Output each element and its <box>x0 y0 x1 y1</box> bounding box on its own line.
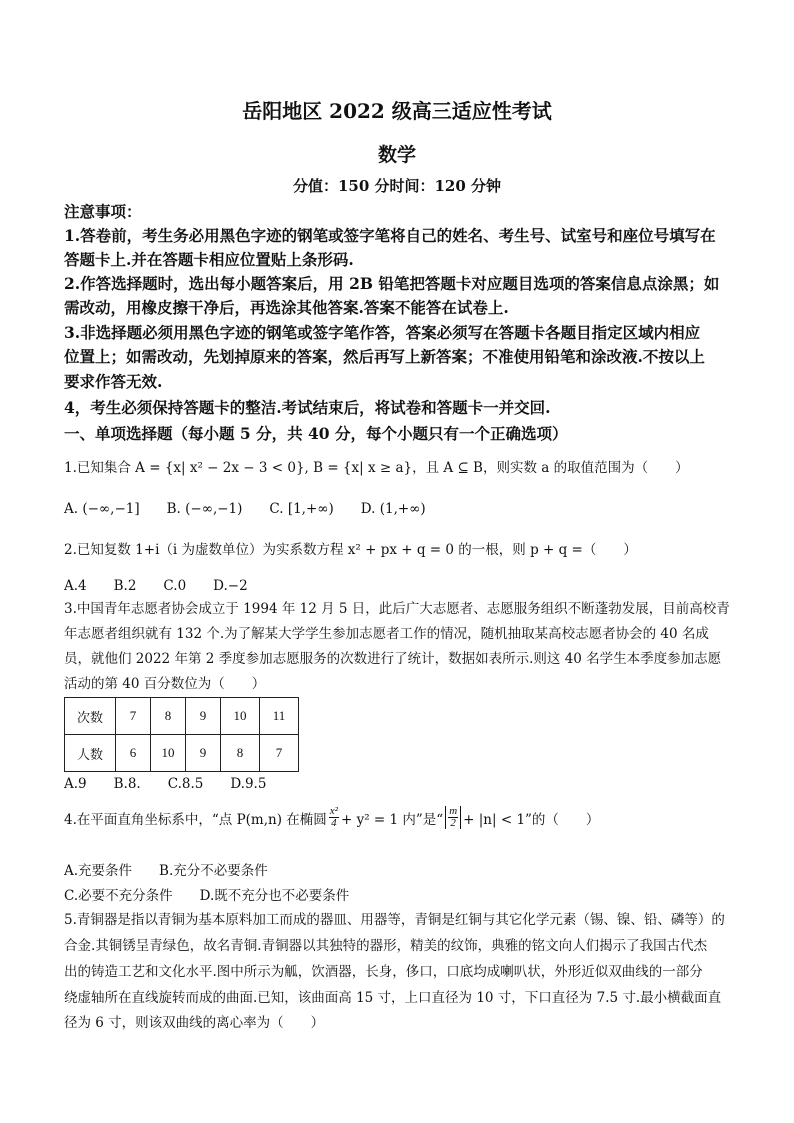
table-cell: 8 <box>151 698 186 735</box>
table-row <box>65 735 299 772</box>
question-4-prefix: 4.在平面直角坐标系中，“点 P(m,n) 在椭圆 <box>64 811 327 828</box>
table-cell: 10 <box>151 735 186 772</box>
table-cell: 11 <box>260 698 299 735</box>
question-2-stem: 2.已知复数 1+i（i 为虚数单位）为实系数方程 x² + px + q = 0 的一根，则 p + q =（ ） <box>64 542 637 558</box>
table-row-label: 人数 <box>65 735 116 772</box>
note-line: 需改动，用橡皮擦干净后，再选涂其他答案.答案不能答在试卷上. <box>64 298 509 317</box>
note-line: 2.作答选择题时，选出每小题答案后，用 2B 铅笔把答题卡对应题目选项的答案信息点涂黑；如 <box>64 274 720 293</box>
note-line: 3.非选择题必须用黑色字迹的钢笔或签字笔作答，答案必须写在答题卡各题目指定区域内相应 <box>64 323 701 342</box>
table-cell: 7 <box>260 735 299 772</box>
table-cell: 9 <box>186 698 221 735</box>
fraction-denominator: 4 <box>331 817 337 829</box>
table-cell: 8 <box>221 735 260 772</box>
ellipse-fraction <box>329 806 339 829</box>
table-cell: 10 <box>221 698 260 735</box>
question-3-line: 3.中国青年志愿者协会成立于 1994 年 12 月 5 日，此后广大志愿者、志愿服务组织不断蓬勃发展，目前高校青 <box>64 601 730 617</box>
note-line: 答题卡上.并在答题卡相应位置贴上条形码. <box>64 250 354 269</box>
frequency-table <box>64 697 299 772</box>
question-1-stem: 1.已知集合 A = {x| x² − 2x − 3 < 0}, B = {x| x ≥ a}，且 A ⊆ B，则实数 a 的取值范围为（ ） <box>64 460 689 476</box>
table-cell: 7 <box>116 698 151 735</box>
table-cell: 9 <box>186 735 221 772</box>
question-5-line: 绕虚轴所在直线旋转而成的曲面.已知，该曲面高 15 寸，上口直径为 10 寸，下口直径为 7.5 寸.最小横截面直 <box>64 990 722 1006</box>
question-5-line: 5.青铜器是指以青铜为基本原料加工而成的器皿、用器等，青铜是红铜与其它化学元素（锡、镍、铅、磷等）的 <box>64 912 725 928</box>
fraction-denominator: 2 <box>450 817 456 829</box>
question-4-options-line: C.必要不充分条件 D.既不充分也不必要条件 <box>64 888 350 904</box>
question-4-suffix: + |n| < 1”的（ ） <box>463 811 600 828</box>
score-time-line: 分值：150 分时间：120 分钟 <box>292 177 502 195</box>
table-row <box>65 698 299 735</box>
question-4-options-line: A.充要条件 B.充分不必要条件 <box>64 863 268 879</box>
notes-heading: 注意事项： <box>64 202 142 221</box>
question-3-line: 员，就他们 2022 年第 2 季度参加志愿服务的次数进行了统计，数据如表所示.则这 40 名学生本季度参加志愿 <box>64 651 722 667</box>
question-3-options: A.9 B.8. C.8.5 D.9.5 <box>64 776 267 792</box>
question-5-line: 径为 6 寸，则该双曲线的离心率为（ ） <box>64 1015 325 1031</box>
table-cell: 6 <box>116 735 151 772</box>
note-line: 4，考生必须保持答题卡的整洁.考试结束后，将试卷和答题卡一并交回. <box>64 398 551 417</box>
question-4-middle: + y² = 1 内”是“ <box>340 811 444 828</box>
question-4-stem <box>64 806 599 829</box>
note-line: 位置上；如需改动，先划掉原来的答案，然后再写上新答案；不准使用铅笔和涂改液.不按以上 <box>64 347 705 366</box>
question-5-line: 合金.其铜锈呈青绿色，故名青铜.青铜器以其独特的器形，精美的纹饰，典雅的铭文向人们揭示了我国古代杰 <box>64 938 708 954</box>
table-row-label: 次数 <box>65 698 116 735</box>
question-2-options: A.4 B.2 C.0 D.−2 <box>64 578 248 594</box>
abs-fraction <box>445 806 461 829</box>
section-heading: 一、单项选择题（每小题 5 分，共 40 分，每个小题只有一个正确选项） <box>64 424 568 443</box>
fraction-numerator: x² <box>329 805 338 817</box>
question-3-line: 活动的第 40 百分数位为（ ） <box>64 676 266 692</box>
fraction-numerator: m <box>449 805 458 817</box>
exam-title: 岳阳地区 2022 级高三适应性考试 <box>242 99 552 123</box>
question-1-options: A. (−∞,−1] B. (−∞,−1) C. [1,+∞) D. (1,+∞) <box>64 501 426 517</box>
note-line: 要求作答无效. <box>64 372 163 391</box>
subject-title: 数学 <box>377 144 416 166</box>
note-line: 1.答卷前，考生务必用黑色字迹的钢笔或签字笔将自己的姓名、考生号、试室号和座位号填写在 <box>64 226 716 245</box>
question-5-line: 出的铸造工艺和文化水平.图中所示为觚，饮酒器，长身，侈口，口底均成喇叭状，外形近似双曲线的一部分 <box>64 964 703 980</box>
question-3-line: 年志愿者组织就有 132 个.为了解某大学学生参加志愿者工作的情况，随机抽取某高校志愿者协会的 40 名成 <box>64 626 709 642</box>
